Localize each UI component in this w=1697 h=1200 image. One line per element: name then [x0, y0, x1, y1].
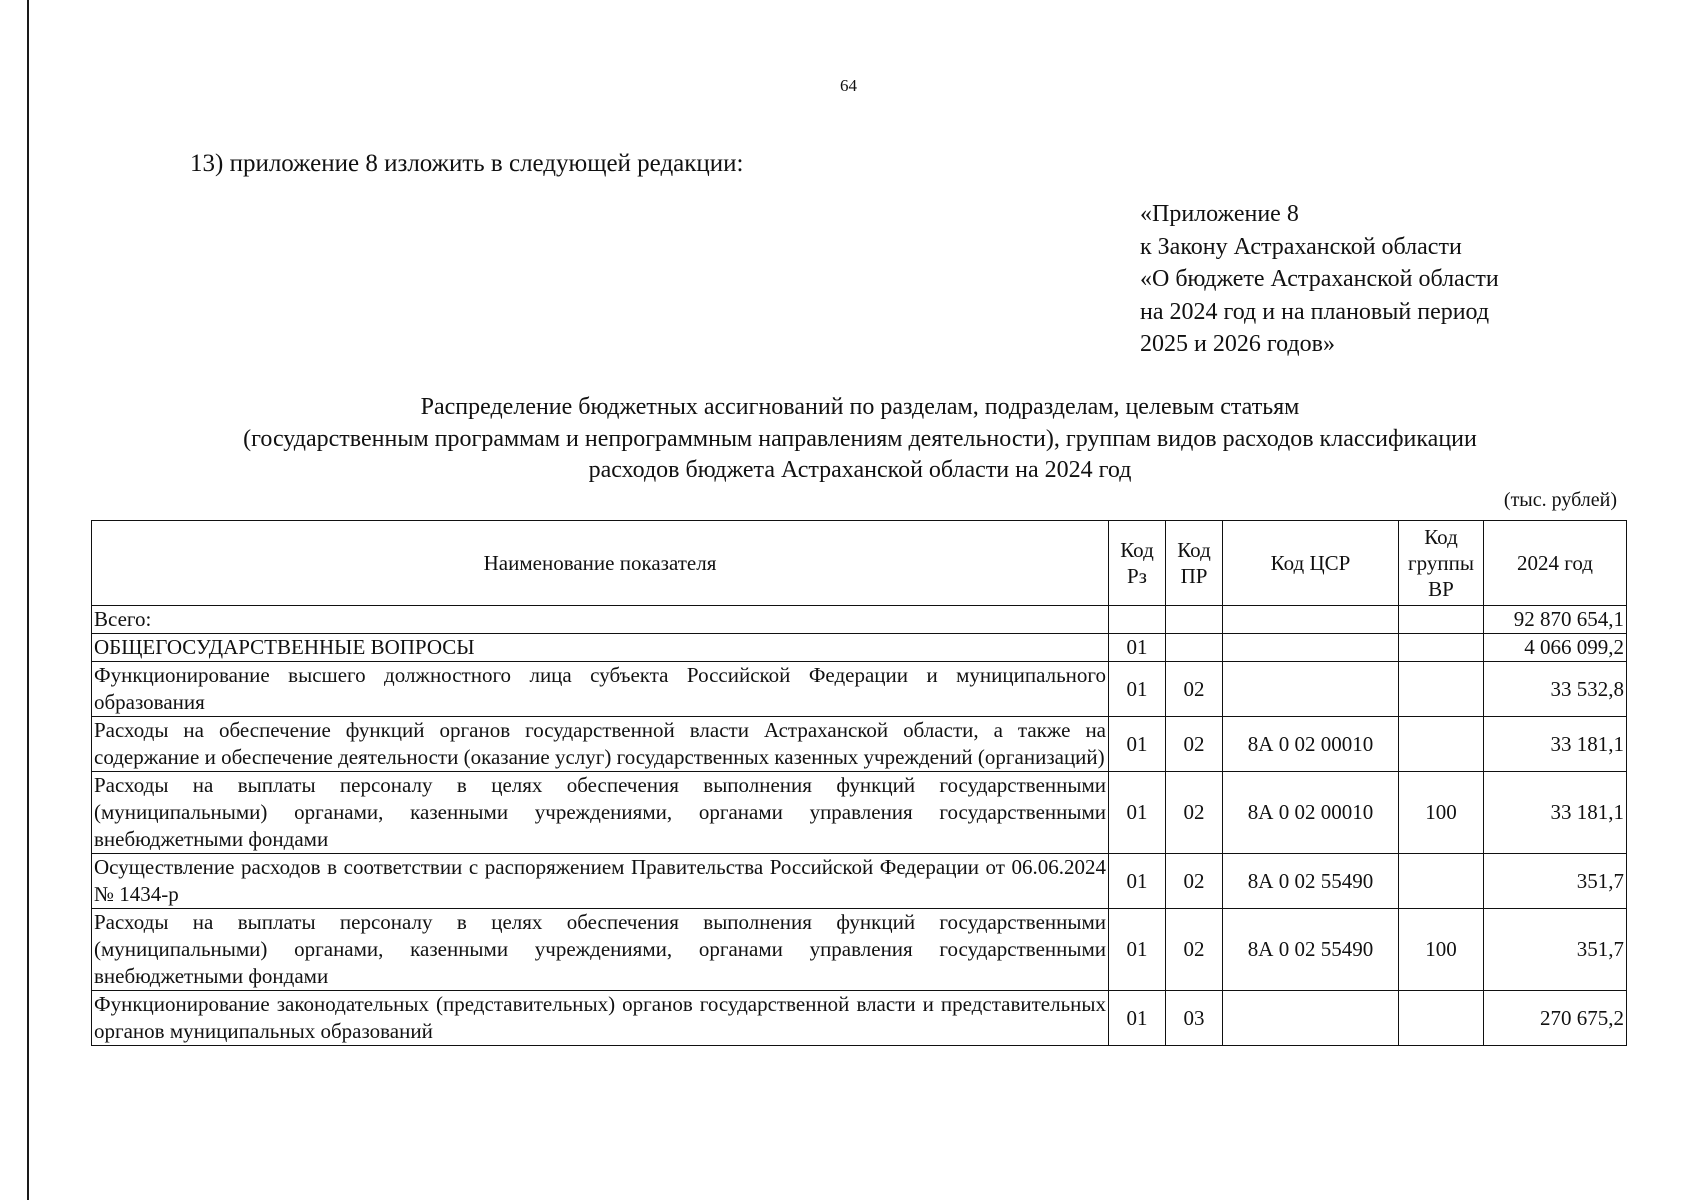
row-amount: 92 870 654,1 [1484, 606, 1627, 634]
row-vr [1399, 606, 1484, 634]
row-amount: 33 532,8 [1484, 662, 1627, 717]
page-number: 64 [840, 76, 857, 95]
row-amount: 33 181,1 [1484, 717, 1627, 772]
row-pr [1166, 634, 1223, 662]
units-label: (тыс. рублей) [1503, 489, 1617, 511]
row-csr: 8А 0 02 55490 [1223, 854, 1399, 909]
column-header-name: Наименование показателя [92, 521, 1109, 606]
appendix-line: на 2024 год и на плановый период [1140, 298, 1490, 325]
row-rz: 01 [1109, 991, 1166, 1046]
row-pr: 03 [1166, 991, 1223, 1046]
appendix-line: 2025 и 2026 годов» [1140, 331, 1335, 357]
row-rz: 01 [1109, 772, 1166, 854]
row-name: ОБЩЕГОСУДАРСТВЕННЫЕ ВОПРОСЫ [92, 634, 1109, 662]
row-csr: 8А 0 02 55490 [1223, 909, 1399, 991]
row-name: Расходы на выплаты персоналу в целях обеспечения выполнения функций государственными (муниципальными) органами, казенными учреждениями, органами управления государственными внебюджетными фондами [92, 909, 1109, 991]
column-header-rz: Код Рз [1109, 521, 1166, 606]
column-header-year: 2024 год [1484, 521, 1627, 606]
table-row [92, 606, 1627, 634]
row-amount: 33 181,1 [1484, 772, 1627, 854]
row-vr [1399, 662, 1484, 717]
row-csr: 8А 0 02 00010 [1223, 717, 1399, 772]
row-vr: 100 [1399, 772, 1484, 854]
row-vr: 100 [1399, 909, 1484, 991]
document-title [100, 392, 1620, 487]
appendix-line: «Приложение 8 [1140, 201, 1299, 227]
row-name: Функционирование высшего должностного лица субъекта Российской Федерации и муниципального образования [92, 662, 1109, 717]
row-name: Функционирование законодательных (представительных) органов государственной власти и представительных органов муниципальных образований [92, 991, 1109, 1046]
column-header-vr: Код группы ВР [1399, 521, 1484, 606]
row-amount: 270 675,2 [1484, 991, 1627, 1046]
row-vr [1399, 854, 1484, 909]
row-amount: 4 066 099,2 [1484, 634, 1627, 662]
table-row [92, 909, 1627, 991]
row-amount: 351,7 [1484, 854, 1627, 909]
row-pr: 02 [1166, 854, 1223, 909]
row-vr [1399, 991, 1484, 1046]
intro-text: 13) приложение 8 изложить в следующей редакции: [190, 150, 744, 177]
budget-table [91, 520, 1627, 1046]
row-vr [1399, 634, 1484, 662]
row-name: Осуществление расходов в соответствии с распоряжением Правительства Российской Федерации от 06.06.2024 № 1434-р [92, 854, 1109, 909]
row-name: Всего: [92, 606, 1109, 634]
row-name: Расходы на обеспечение функций органов государственной власти Астраханской области, а также на содержание и обеспечение деятельности (оказание услуг) государственных казенных учреждений (организаций) [92, 717, 1109, 772]
row-rz: 01 [1109, 717, 1166, 772]
table-row [92, 662, 1627, 717]
row-csr [1223, 634, 1399, 662]
appendix-line: к Закону Астраханской области [1140, 233, 1462, 260]
row-rz: 01 [1109, 662, 1166, 717]
title-line: расходов бюджета Астраханской области на 2024 год [588, 457, 1132, 483]
table-header-row [92, 521, 1627, 606]
row-rz: 01 [1109, 909, 1166, 991]
table-row [92, 717, 1627, 772]
row-csr [1223, 662, 1399, 717]
row-rz: 01 [1109, 634, 1166, 662]
row-pr: 02 [1166, 772, 1223, 854]
appendix-header [1140, 198, 1499, 361]
row-csr [1223, 991, 1399, 1046]
column-header-csr: Код ЦСР [1223, 521, 1399, 606]
scan-edge-line [27, 0, 29, 1200]
table-row [92, 772, 1627, 854]
row-rz: 01 [1109, 854, 1166, 909]
appendix-line: «О бюджете Астраханской области [1140, 266, 1499, 292]
row-pr: 02 [1166, 717, 1223, 772]
table-row [92, 991, 1627, 1046]
row-csr: 8А 0 02 00010 [1223, 772, 1399, 854]
row-amount: 351,7 [1484, 909, 1627, 991]
row-rz [1109, 606, 1166, 634]
column-header-pr: Код ПР [1166, 521, 1223, 606]
row-pr: 02 [1166, 662, 1223, 717]
row-csr [1223, 606, 1399, 634]
row-vr [1399, 717, 1484, 772]
row-name: Расходы на выплаты персоналу в целях обеспечения выполнения функций государственными (муниципальными) органами, казенными учреждениями, органами управления государственными внебюджетными фондами [92, 772, 1109, 854]
row-pr [1166, 606, 1223, 634]
table-row [92, 854, 1627, 909]
title-line: (государственным программам и непрограммным направлениям деятельности), группам видов расходов классификации [243, 425, 1477, 452]
table-row [92, 634, 1627, 662]
title-line: Распределение бюджетных ассигнований по разделам, подразделам, целевым статьям [420, 394, 1300, 420]
row-pr: 02 [1166, 909, 1223, 991]
